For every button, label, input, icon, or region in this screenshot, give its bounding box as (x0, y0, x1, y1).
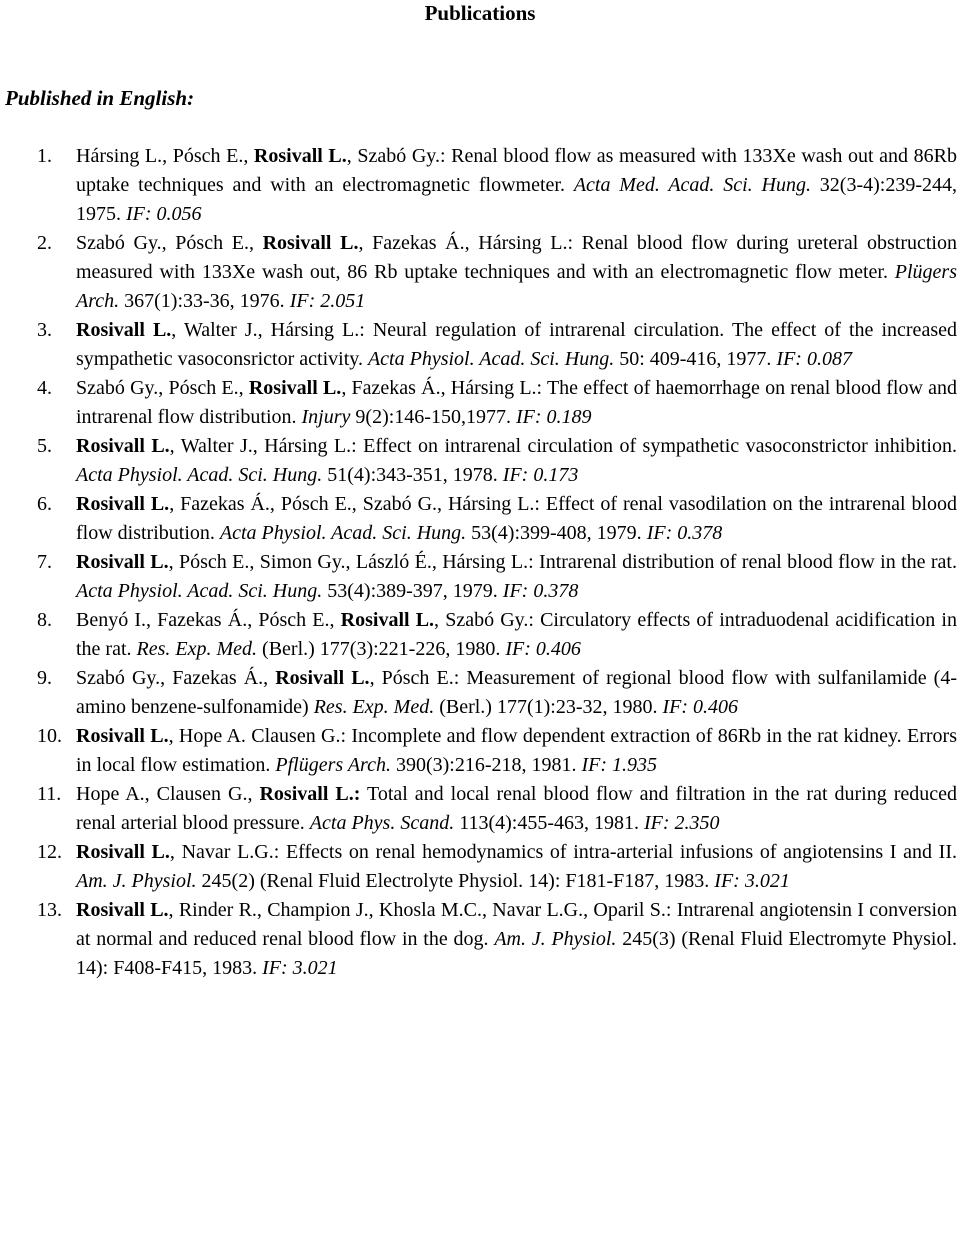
entry-text: Szabó Gy., Pósch E., (76, 232, 263, 254)
author-highlight: Rosivall L. (76, 899, 169, 921)
author-highlight: Rosivall L. (76, 841, 170, 863)
impact-factor: IF: 0.173 (502, 464, 579, 486)
entry-text: (Berl.) 177(3):221-226, 1980. (257, 638, 506, 660)
entry-text: 53(4):399-408, 1979. (466, 522, 647, 544)
impact-factor: IF: 3.021 (714, 870, 790, 892)
entry-text: Benyó I., Fazekas Á., Pósch E., (76, 609, 341, 631)
author-highlight: Rosivall L.: (259, 783, 361, 805)
entry-text: , Fazekas Á., Hársing L.: Renal blood flow during ureteral obstruction measured with 133Xe wash out, 86 Rb uptake techniques and with an electromagnetic flow meter. (76, 232, 957, 283)
impact-factor: IF: 1.935 (581, 754, 658, 776)
entry-number: 4. (37, 377, 52, 399)
entry-number: 9. (37, 667, 52, 689)
impact-factor: IF: 0.406 (505, 638, 581, 660)
entry-text: 51(4):343-351, 1978. (322, 464, 503, 486)
entry-text: , Walter J., Hársing L.: Neural regulation of intrarenal circulation. The effect of the increased sympathetic vasoconsrictor activity. (76, 319, 957, 370)
publication-entry (0, 229, 960, 316)
author-highlight: Rosivall L. (76, 319, 172, 341)
impact-factor: IF: 0.189 (515, 406, 592, 428)
entry-text: 9(2):146-150,1977. (350, 406, 516, 428)
entry-text: , Szabó Gy.: Renal blood flow as measured with 133Xe wash out and 86Rb uptake techniques and with an electromagnetic flowmeter. (76, 145, 957, 196)
entry-text: , Rinder R., Champion J., Khosla M.C., Navar L.G., Oparil S.: Intrarenal angiotensin I conversion at normal and reduced renal blood flow in the dog. (76, 899, 957, 950)
entry-text: , Navar L.G.: Effects on renal hemodynamics of intra-arterial infusions of angiotensins I and II. (169, 841, 957, 863)
entry-text: 245(3) (Renal Fluid Electromyte Physiol. 14): F408-F415, 1983. (76, 928, 958, 979)
publication-entry (0, 838, 960, 896)
author-highlight: Rosivall L. (76, 493, 170, 515)
impact-factor: IF: 2.350 (644, 812, 720, 834)
entry-text: 113(4):455-463, 1981. (454, 812, 644, 834)
publication-list (0, 142, 960, 983)
entry-text: Hársing L., Pósch E., (76, 145, 254, 167)
entry-text: , Walter J., Hársing L.: Effect on intrarenal circulation of sympathetic vasoconstrictor inhibition. (169, 435, 957, 457)
entry-number: 10. (37, 725, 62, 747)
entry-text: 367(1):33-36, 1976. (119, 290, 290, 312)
impact-factor: IF: 0.087 (776, 348, 852, 370)
journal-name: Acta Physiol. Acad. Sci. Hung. (219, 522, 467, 544)
publication-entry (0, 664, 960, 722)
entry-text: Total and local renal blood flow and filtration in the rat during reduced renal arterial blood pressure. (76, 783, 957, 834)
entry-number: 13. (37, 899, 62, 921)
publication-entry (0, 490, 960, 548)
entry-number: 7. (37, 551, 52, 573)
entry-text: , Szabó Gy.: Circulatory effects of intraduodenal acidification in the rat. (76, 609, 957, 660)
entry-text: Szabó Gy., Pósch E., (76, 377, 249, 399)
entry-text: Szabó Gy., Fazekas Á., (76, 667, 276, 689)
publication-entry (0, 374, 960, 432)
journal-name: Plügers Arch. (76, 261, 957, 312)
publication-entry (0, 316, 960, 374)
entry-number: 12. (37, 841, 62, 863)
entry-number: 8. (37, 609, 52, 631)
entry-text: , Pósch E.: Measurement of regional blood flow with sulfanilamide (4-amino benzene-sulfonamide) (76, 667, 957, 718)
author-highlight: Rosivall L. (76, 725, 169, 747)
journal-name: Acta Physiol. Acad. Sci. Hung. (367, 348, 615, 370)
publication-entry (0, 896, 960, 983)
publication-entry (0, 432, 960, 490)
entry-text: , Pósch E., Simon Gy., László É., Hársing L.: Intrarenal distribution of renal blood flow in the rat. (168, 551, 957, 573)
journal-name: Acta Physiol. Acad. Sci. Hung. (76, 580, 323, 602)
author-highlight: Rosivall L. (275, 667, 370, 689)
journal-name: Pflügers Arch. (275, 754, 391, 776)
entry-text: 53(4):389-397, 1979. (322, 580, 503, 602)
impact-factor: IF: 3.021 (262, 957, 338, 979)
entry-text: 50: 409-416, 1977. (614, 348, 777, 370)
journal-name: Injury (301, 406, 351, 428)
journal-name: Res. Exp. Med. (136, 638, 258, 660)
entry-text: 390(3):216-218, 1981. (390, 754, 582, 776)
journal-name: Am. J. Physiol. (76, 870, 197, 892)
publication-entry (0, 780, 960, 838)
entry-text: , Hope A. Clausen G.: Incomplete and flow dependent extraction of 86Rb in the rat kidney. Errors in local flow estimation. (76, 725, 957, 776)
publication-entry (0, 722, 960, 780)
impact-factor: IF: 0.056 (126, 203, 202, 225)
entry-number: 5. (37, 435, 52, 457)
entry-number: 1. (37, 145, 52, 167)
entry-text: 245(2) (Renal Fluid Electrolyte Physiol. 14): F181-F187, 1983. (196, 870, 715, 892)
author-highlight: Rosivall L. (340, 609, 435, 631)
entry-number: 6. (37, 493, 52, 515)
section-heading: Published in English: (5, 86, 195, 110)
impact-factor: IF: 0.406 (662, 696, 739, 718)
journal-name: Acta Med. Acad. Sci. Hung. (573, 174, 811, 196)
entry-text: , Fazekas Á., Pósch E., Szabó G., Hársing L.: Effect of renal vasodilation on the intrarenal blood flow distribution. (76, 493, 957, 544)
publication-entry (0, 142, 960, 229)
author-highlight: Rosivall L. (253, 145, 347, 167)
entry-number: 2. (37, 232, 52, 254)
entry-text: 32(3-4):239-244, 1975. (76, 174, 958, 225)
journal-name: Res. Exp. Med. (313, 696, 435, 718)
entry-text: , Fazekas Á., Hársing L.: The effect of haemorrhage on renal blood flow and intrarenal flow distribution. (76, 377, 957, 428)
journal-name: Acta Phys. Scand. (309, 812, 455, 834)
entry-number: 3. (37, 319, 52, 341)
author-highlight: Rosivall L. (262, 232, 359, 254)
publication-entry (0, 606, 960, 664)
author-highlight: Rosivall L. (76, 551, 169, 573)
impact-factor: IF: 0.378 (502, 580, 579, 602)
author-highlight: Rosivall L. (76, 435, 170, 457)
publication-entry (0, 548, 960, 606)
journal-name: Am. J. Physiol. (494, 928, 617, 950)
author-highlight: Rosivall L. (248, 377, 342, 399)
page-title: Publications (424, 1, 536, 25)
entry-text: (Berl.) 177(1):23-32, 1980. (434, 696, 663, 718)
entry-number: 11. (37, 783, 62, 805)
journal-name: Acta Physiol. Acad. Sci. Hung. (76, 464, 323, 486)
entry-text: Hope A., Clausen G., (76, 783, 260, 805)
impact-factor: IF: 0.378 (646, 522, 723, 544)
impact-factor: IF: 2.051 (289, 290, 366, 312)
